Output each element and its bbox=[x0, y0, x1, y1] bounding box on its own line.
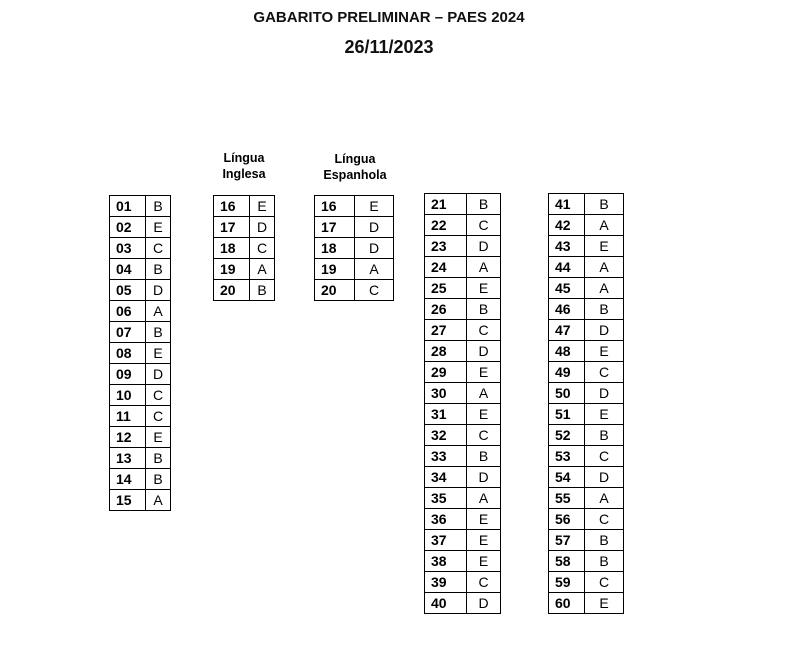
question-number: 04 bbox=[110, 259, 146, 280]
answer-letter: D bbox=[585, 320, 624, 341]
question-number: 40 bbox=[425, 593, 467, 614]
answer-row bbox=[110, 469, 171, 490]
answer-row bbox=[214, 238, 275, 259]
question-number: 34 bbox=[425, 467, 467, 488]
question-number: 57 bbox=[549, 530, 585, 551]
answer-letter: A bbox=[585, 215, 624, 236]
answer-letter: C bbox=[467, 425, 501, 446]
answers-01-15-table bbox=[109, 195, 171, 511]
question-number: 44 bbox=[549, 257, 585, 278]
answer-row bbox=[425, 425, 501, 446]
answer-letter: E bbox=[146, 343, 171, 364]
answer-letter: A bbox=[585, 488, 624, 509]
question-number: 41 bbox=[549, 194, 585, 215]
answer-row bbox=[425, 467, 501, 488]
answer-row bbox=[549, 467, 624, 488]
answer-row bbox=[549, 593, 624, 614]
answer-row bbox=[549, 194, 624, 215]
answer-row bbox=[549, 236, 624, 257]
question-number: 17 bbox=[214, 217, 250, 238]
answer-letter: A bbox=[355, 259, 394, 280]
question-number: 37 bbox=[425, 530, 467, 551]
question-number: 09 bbox=[110, 364, 146, 385]
question-number: 55 bbox=[549, 488, 585, 509]
answer-row bbox=[110, 196, 171, 217]
page-title: GABARITO PRELIMINAR – PAES 2024 bbox=[253, 9, 525, 26]
answer-row bbox=[110, 490, 171, 511]
question-number: 03 bbox=[110, 238, 146, 259]
question-number: 12 bbox=[110, 427, 146, 448]
answer-row bbox=[110, 280, 171, 301]
answer-row bbox=[549, 551, 624, 572]
answer-row bbox=[110, 385, 171, 406]
answer-letter: B bbox=[585, 194, 624, 215]
heading-lingua-espanhola-line2: Espanhola bbox=[323, 168, 387, 182]
question-number: 33 bbox=[425, 446, 467, 467]
answer-letter: A bbox=[467, 488, 501, 509]
answer-letter: D bbox=[355, 217, 394, 238]
answer-letter: B bbox=[146, 448, 171, 469]
answer-row bbox=[549, 362, 624, 383]
question-number: 10 bbox=[110, 385, 146, 406]
question-number: 22 bbox=[425, 215, 467, 236]
question-number: 16 bbox=[315, 196, 355, 217]
answer-row bbox=[549, 257, 624, 278]
question-number: 18 bbox=[315, 238, 355, 259]
answer-row bbox=[110, 427, 171, 448]
answer-letter: A bbox=[250, 259, 275, 280]
answer-letter: C bbox=[585, 572, 624, 593]
question-number: 45 bbox=[549, 278, 585, 299]
question-number: 26 bbox=[425, 299, 467, 320]
question-number: 20 bbox=[214, 280, 250, 301]
answer-row bbox=[315, 217, 394, 238]
answer-row bbox=[425, 509, 501, 530]
answer-row bbox=[214, 217, 275, 238]
answer-letter: B bbox=[146, 196, 171, 217]
question-number: 02 bbox=[110, 217, 146, 238]
answer-letter: B bbox=[467, 446, 501, 467]
question-number: 38 bbox=[425, 551, 467, 572]
answer-row bbox=[315, 259, 394, 280]
answer-row bbox=[425, 278, 501, 299]
answer-letter: B bbox=[146, 259, 171, 280]
answers-21-40-table bbox=[424, 193, 501, 614]
answer-letter: D bbox=[585, 383, 624, 404]
question-number: 54 bbox=[549, 467, 585, 488]
answer-row bbox=[214, 259, 275, 280]
answer-letter: A bbox=[146, 301, 171, 322]
question-number: 06 bbox=[110, 301, 146, 322]
answer-letter: B bbox=[585, 530, 624, 551]
answer-letter: C bbox=[585, 446, 624, 467]
answer-row bbox=[214, 196, 275, 217]
question-number: 21 bbox=[425, 194, 467, 215]
answer-row bbox=[549, 530, 624, 551]
question-number: 08 bbox=[110, 343, 146, 364]
question-number: 36 bbox=[425, 509, 467, 530]
answer-letter: B bbox=[146, 322, 171, 343]
answer-letter: D bbox=[146, 280, 171, 301]
answer-letter: B bbox=[585, 425, 624, 446]
question-number: 35 bbox=[425, 488, 467, 509]
answer-row bbox=[425, 320, 501, 341]
answer-letter: E bbox=[585, 404, 624, 425]
question-number: 16 bbox=[214, 196, 250, 217]
question-number: 39 bbox=[425, 572, 467, 593]
question-number: 27 bbox=[425, 320, 467, 341]
answer-letter: B bbox=[146, 469, 171, 490]
answer-letter: C bbox=[467, 572, 501, 593]
answer-row bbox=[549, 572, 624, 593]
answer-letter: C bbox=[467, 320, 501, 341]
question-number: 52 bbox=[549, 425, 585, 446]
answer-row bbox=[549, 404, 624, 425]
answer-row bbox=[549, 509, 624, 530]
question-number: 18 bbox=[214, 238, 250, 259]
question-number: 47 bbox=[549, 320, 585, 341]
answer-row bbox=[425, 593, 501, 614]
answer-letter: C bbox=[146, 238, 171, 259]
heading-lingua-inglesa bbox=[208, 150, 280, 182]
question-number: 20 bbox=[315, 280, 355, 301]
answer-row bbox=[425, 446, 501, 467]
question-number: 43 bbox=[549, 236, 585, 257]
answers-ingles-table bbox=[213, 195, 275, 301]
question-number: 05 bbox=[110, 280, 146, 301]
question-number: 59 bbox=[549, 572, 585, 593]
answer-letter: E bbox=[585, 593, 624, 614]
answer-row bbox=[110, 259, 171, 280]
question-number: 48 bbox=[549, 341, 585, 362]
answer-letter: D bbox=[146, 364, 171, 385]
answer-row bbox=[425, 572, 501, 593]
answer-row bbox=[425, 488, 501, 509]
question-number: 56 bbox=[549, 509, 585, 530]
answer-letter: D bbox=[467, 341, 501, 362]
question-number: 19 bbox=[214, 259, 250, 280]
answer-letter: E bbox=[467, 551, 501, 572]
answer-letter: E bbox=[146, 217, 171, 238]
answer-letter: D bbox=[467, 467, 501, 488]
answer-row bbox=[425, 530, 501, 551]
question-number: 01 bbox=[110, 196, 146, 217]
question-number: 11 bbox=[110, 406, 146, 427]
answer-letter: E bbox=[585, 341, 624, 362]
answer-row bbox=[549, 299, 624, 320]
question-number: 42 bbox=[549, 215, 585, 236]
answer-row bbox=[425, 236, 501, 257]
answer-row bbox=[315, 280, 394, 301]
question-number: 49 bbox=[549, 362, 585, 383]
question-number: 60 bbox=[549, 593, 585, 614]
answer-row bbox=[425, 215, 501, 236]
question-number: 23 bbox=[425, 236, 467, 257]
answer-row bbox=[425, 299, 501, 320]
answer-letter: C bbox=[585, 362, 624, 383]
answer-letter: B bbox=[467, 194, 501, 215]
answer-letter: E bbox=[146, 427, 171, 448]
answer-letter: B bbox=[585, 299, 624, 320]
answer-letter: D bbox=[467, 236, 501, 257]
answer-row bbox=[425, 404, 501, 425]
question-number: 17 bbox=[315, 217, 355, 238]
answer-row bbox=[110, 406, 171, 427]
question-number: 19 bbox=[315, 259, 355, 280]
answer-letter: E bbox=[467, 509, 501, 530]
answer-letter: D bbox=[250, 217, 275, 238]
answer-letter: A bbox=[585, 257, 624, 278]
answer-row bbox=[549, 383, 624, 404]
answer-row bbox=[549, 278, 624, 299]
answer-letter: A bbox=[467, 257, 501, 278]
question-number: 29 bbox=[425, 362, 467, 383]
answer-row bbox=[549, 488, 624, 509]
answer-row bbox=[549, 215, 624, 236]
answer-letter: C bbox=[467, 215, 501, 236]
answer-letter: A bbox=[585, 278, 624, 299]
answers-espanhol-table bbox=[314, 195, 394, 301]
answer-row bbox=[110, 343, 171, 364]
answer-letter: E bbox=[355, 196, 394, 217]
answer-row bbox=[110, 322, 171, 343]
answer-row bbox=[110, 364, 171, 385]
heading-lingua-espanhola-line1: Língua bbox=[334, 152, 376, 166]
question-number: 51 bbox=[549, 404, 585, 425]
question-number: 14 bbox=[110, 469, 146, 490]
question-number: 50 bbox=[549, 383, 585, 404]
answer-row bbox=[549, 341, 624, 362]
question-number: 32 bbox=[425, 425, 467, 446]
answer-row bbox=[315, 196, 394, 217]
answer-row bbox=[425, 551, 501, 572]
answer-row bbox=[425, 257, 501, 278]
answer-letter: E bbox=[585, 236, 624, 257]
answer-row bbox=[214, 280, 275, 301]
answer-letter: C bbox=[146, 406, 171, 427]
answer-letter: B bbox=[585, 551, 624, 572]
answer-letter: A bbox=[467, 383, 501, 404]
answer-row bbox=[110, 217, 171, 238]
question-number: 07 bbox=[110, 322, 146, 343]
answer-letter: D bbox=[355, 238, 394, 259]
question-number: 46 bbox=[549, 299, 585, 320]
question-number: 15 bbox=[110, 490, 146, 511]
answers-41-60-table bbox=[548, 193, 624, 614]
answer-letter: C bbox=[146, 385, 171, 406]
question-number: 25 bbox=[425, 278, 467, 299]
answer-letter: E bbox=[467, 530, 501, 551]
exam-date: 26/11/2023 bbox=[344, 37, 434, 57]
answer-letter: C bbox=[585, 509, 624, 530]
answer-letter: C bbox=[250, 238, 275, 259]
question-number: 13 bbox=[110, 448, 146, 469]
answer-row bbox=[425, 383, 501, 404]
question-number: 24 bbox=[425, 257, 467, 278]
answer-letter: E bbox=[467, 404, 501, 425]
answer-letter: E bbox=[467, 278, 501, 299]
answer-letter: B bbox=[467, 299, 501, 320]
answer-row bbox=[110, 448, 171, 469]
answer-row bbox=[549, 320, 624, 341]
heading-lingua-inglesa-line2: Inglesa bbox=[222, 167, 266, 181]
answer-letter: E bbox=[250, 196, 275, 217]
answer-row bbox=[425, 194, 501, 215]
answer-row bbox=[425, 341, 501, 362]
question-number: 30 bbox=[425, 383, 467, 404]
answer-letter: E bbox=[467, 362, 501, 383]
answer-letter: C bbox=[355, 280, 394, 301]
answer-row bbox=[110, 301, 171, 322]
answer-letter: B bbox=[250, 280, 275, 301]
answer-letter: D bbox=[585, 467, 624, 488]
question-number: 53 bbox=[549, 446, 585, 467]
answer-row bbox=[425, 362, 501, 383]
answer-row bbox=[549, 425, 624, 446]
answer-letter: A bbox=[146, 490, 171, 511]
answer-row bbox=[315, 238, 394, 259]
question-number: 31 bbox=[425, 404, 467, 425]
answer-letter: D bbox=[467, 593, 501, 614]
question-number: 28 bbox=[425, 341, 467, 362]
answer-row bbox=[110, 238, 171, 259]
heading-lingua-inglesa-line1: Língua bbox=[223, 151, 265, 165]
question-number: 58 bbox=[549, 551, 585, 572]
answer-row bbox=[549, 446, 624, 467]
heading-lingua-espanhola bbox=[312, 151, 398, 183]
